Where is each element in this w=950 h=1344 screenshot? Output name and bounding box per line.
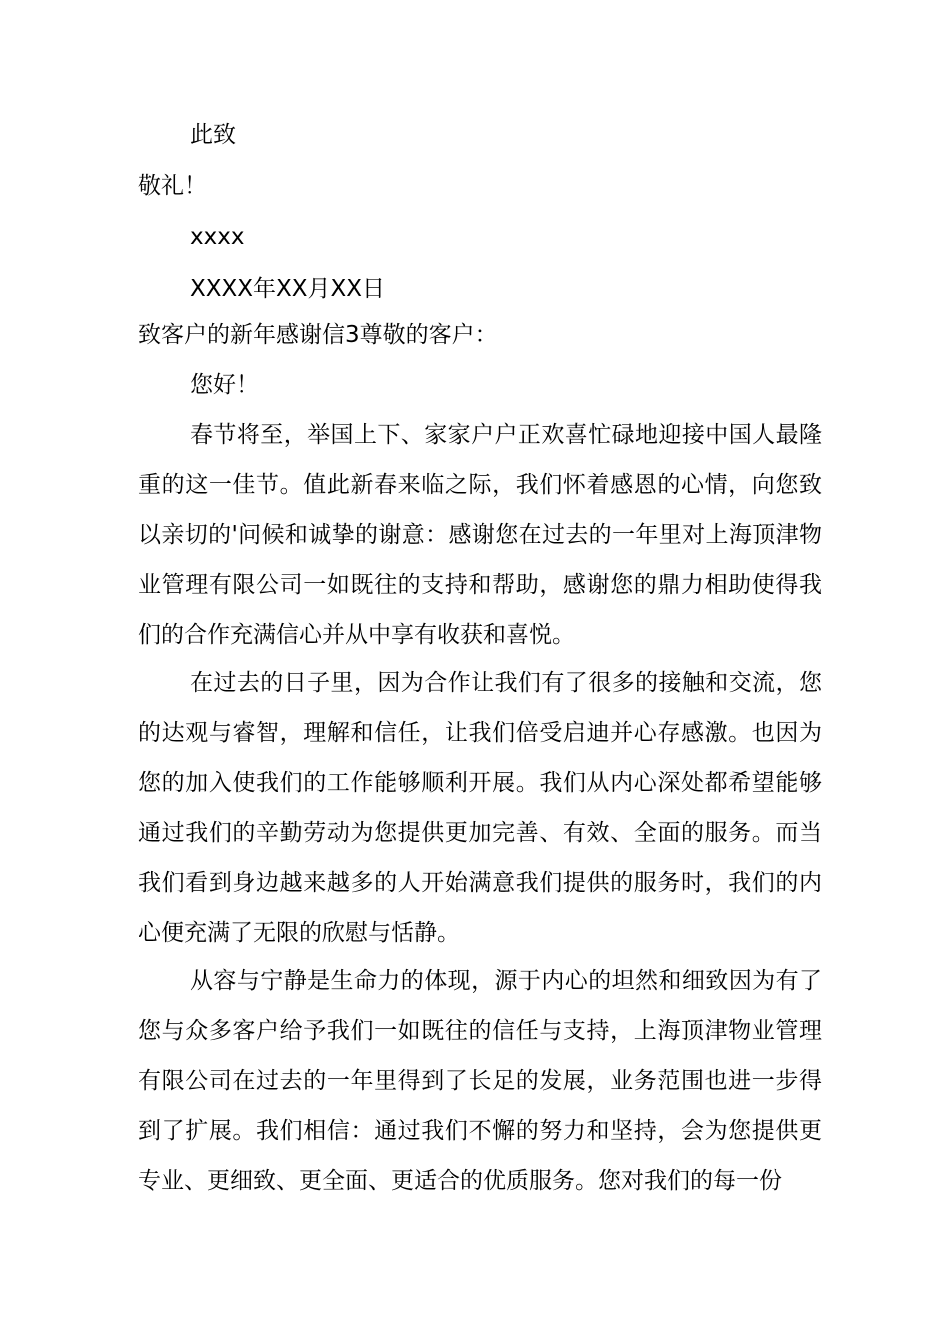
letter-date: XXXX年XX月XX日 (190, 276, 386, 302)
closing-jing-li: 敬礼！ (138, 173, 207, 199)
paragraph-3: 从容与宁静是生命力的体现，源于内心的坦然和细致因为有了您与众多客户给予我们一如既往的信任与支持，上海顶津物业管理有限公司在过去的一年里得到了长足的发展，业务范围也进一步得到了扩展。我们相信：通过我们不懈的努力和坚持，会为您提供更专业、更细致、更全面、更适合的优质服务。您对我们的每一份 (138, 968, 822, 1194)
greeting: 您好！ (190, 372, 259, 398)
letter-title-salutation: 致客户的新年感谢信3尊敬的客户： (138, 322, 498, 348)
closing-ci-zhi: 此致 (190, 122, 236, 148)
paragraph-2: 在过去的日子里，因为合作让我们有了很多的接触和交流，您的达观与睿智，理解和信任，让我们倍受启迪并心存感激。也因为您的加入使我们的工作能够顺利开展。我们从内心深处都希望能够通过我们的辛勤劳动为您提供更加完善、有效、全面的服务。而当我们看到身边越来越多的人开始满意我们提供的服务时，我们的内心便充满了无限的欣慰与恬静。 (138, 670, 822, 946)
signature: xxxx (190, 224, 245, 250)
paragraph-1: 春节将至，举国上下、家家户户正欢喜忙碌地迎接中国人最隆重的这一佳节。值此新春来临之际，我们怀着感恩的心情，向您致以亲切的'问候和诚挚的谢意：感谢您在过去的一年里对上海顶津物业管理有限公司一如既往的支持和帮助，感谢您的鼎力相助使得我们的合作充满信心并从中享有收获和喜悦。 (138, 422, 822, 648)
